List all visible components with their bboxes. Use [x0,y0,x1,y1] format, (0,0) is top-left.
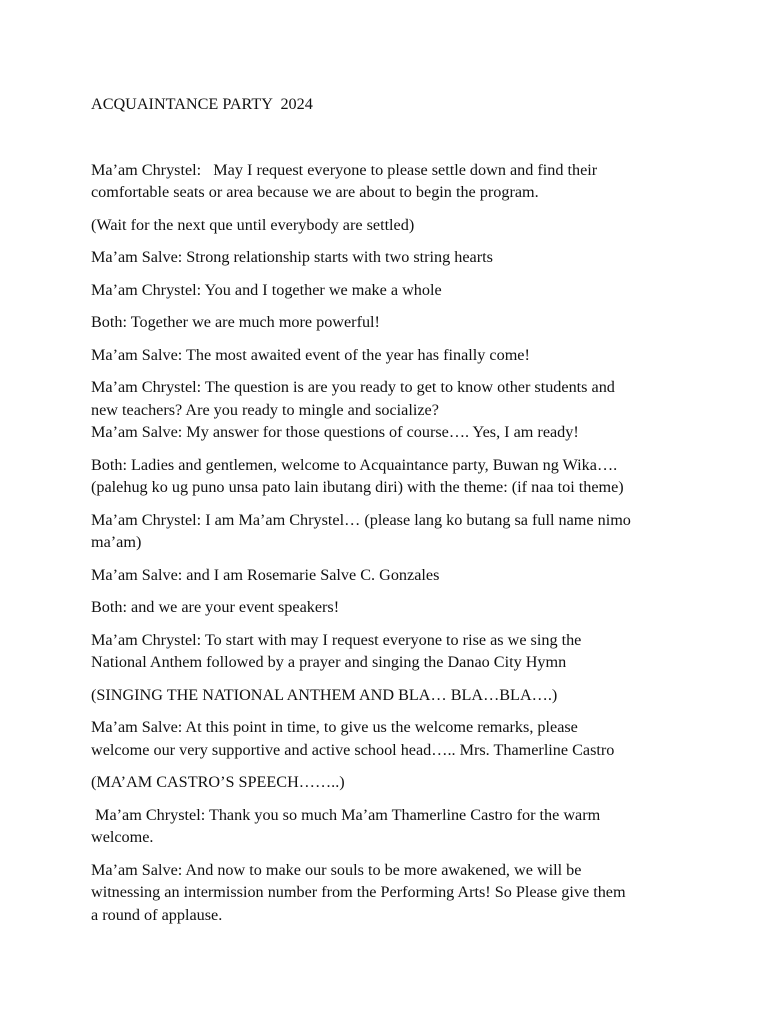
paragraph-line: Ma’am Salve: At this point in time, to give us the welcome remarks, please [91,718,578,736]
paragraph-line: witnessing an intermission number from the Performing Arts! So Please give them [91,883,626,901]
paragraph-line: Ma’am Salve: The most awaited event of the year has finally come! [91,345,530,364]
paragraph-line: Ma’am Chrystel: I am Ma’am Chrystel… (please lang ko butang sa full name nimo [91,510,631,529]
paragraph-line: (SINGING THE NATIONAL ANTHEM AND BLA… BLA…BLA….) [91,685,558,704]
paragraph-line: Ma’am Chrystel: You and I together we make a whole [91,280,442,299]
paragraph-line: Ma’am Salve: and I am Rosemarie Salve C. Gonzales [91,565,440,584]
paragraph-line: (Wait for the next que until everybody are settled) [91,215,415,234]
script-paragraph [91,311,691,334]
script-paragraph [91,684,691,707]
script-paragraph [91,214,691,237]
paragraph-line: Both: Ladies and gentlemen, welcome to Acquaintance party, Buwan ng Wika…. [91,455,618,474]
paragraph-line: Both: Together we are much more powerful! [91,313,380,331]
script-paragraph [91,859,691,927]
script-paragraph [91,771,691,794]
script-paragraph [91,376,691,444]
paragraph-line: Ma’am Salve: My answer for those questions of course…. Yes, I am ready! [91,423,579,441]
paragraph-line: welcome. [91,828,154,846]
paragraph-line: Ma’am Chrystel: May I request everyone to please settle down and find their [91,160,598,179]
paragraph-line: new teachers? Are you ready to mingle and socialize? [91,400,439,419]
paragraph-line: (palehug ko ug puno unsa pato lain ibutang diri) with the theme: (if naa toi theme) [91,478,624,496]
paragraph-line: National Anthem followed by a prayer and singing the Danao City Hymn [91,653,567,671]
document-body [91,93,691,936]
script-paragraph [91,804,691,849]
script-paragraph [91,279,691,302]
script-paragraph [91,629,691,674]
script-paragraph [91,246,691,269]
paragraph-line: (MA’AM CASTRO’S SPEECH……..) [91,773,345,791]
paragraph-line: Ma’am Chrystel: The question is are you ready to get to know other students and [91,378,615,396]
script-paragraph [91,454,691,499]
script-paragraph [91,564,691,587]
script-paragraphs [91,159,691,927]
paragraph-line: Ma’am Salve: Strong relationship starts with two string hearts [91,248,493,266]
script-paragraph [91,344,691,367]
paragraph-line: welcome our very supportive and active school head….. Mrs. Thamerline Castro [91,740,615,759]
script-paragraph [91,159,691,204]
paragraph-line: Ma’am Chrystel: Thank you so much Ma’am Thamerline Castro for the warm [91,805,601,824]
document-title: ACQUAINTANCE PARTY 2024 [91,95,313,113]
paragraph-line: Ma’am Chrystel: To start with may I request everyone to rise as we sing the [91,630,582,649]
paragraph-line: comfortable seats or area because we are about to begin the program. [91,183,539,201]
script-paragraph [91,716,691,761]
script-paragraph [91,596,691,619]
paragraph-line: ma’am) [91,533,142,551]
paragraph-line: a round of applause. [91,905,223,924]
paragraph-line: Both: and we are your event speakers! [91,598,340,616]
script-paragraph [91,509,691,554]
paragraph-line: Ma’am Salve: And now to make our souls to be more awakened, we will be [91,860,582,879]
